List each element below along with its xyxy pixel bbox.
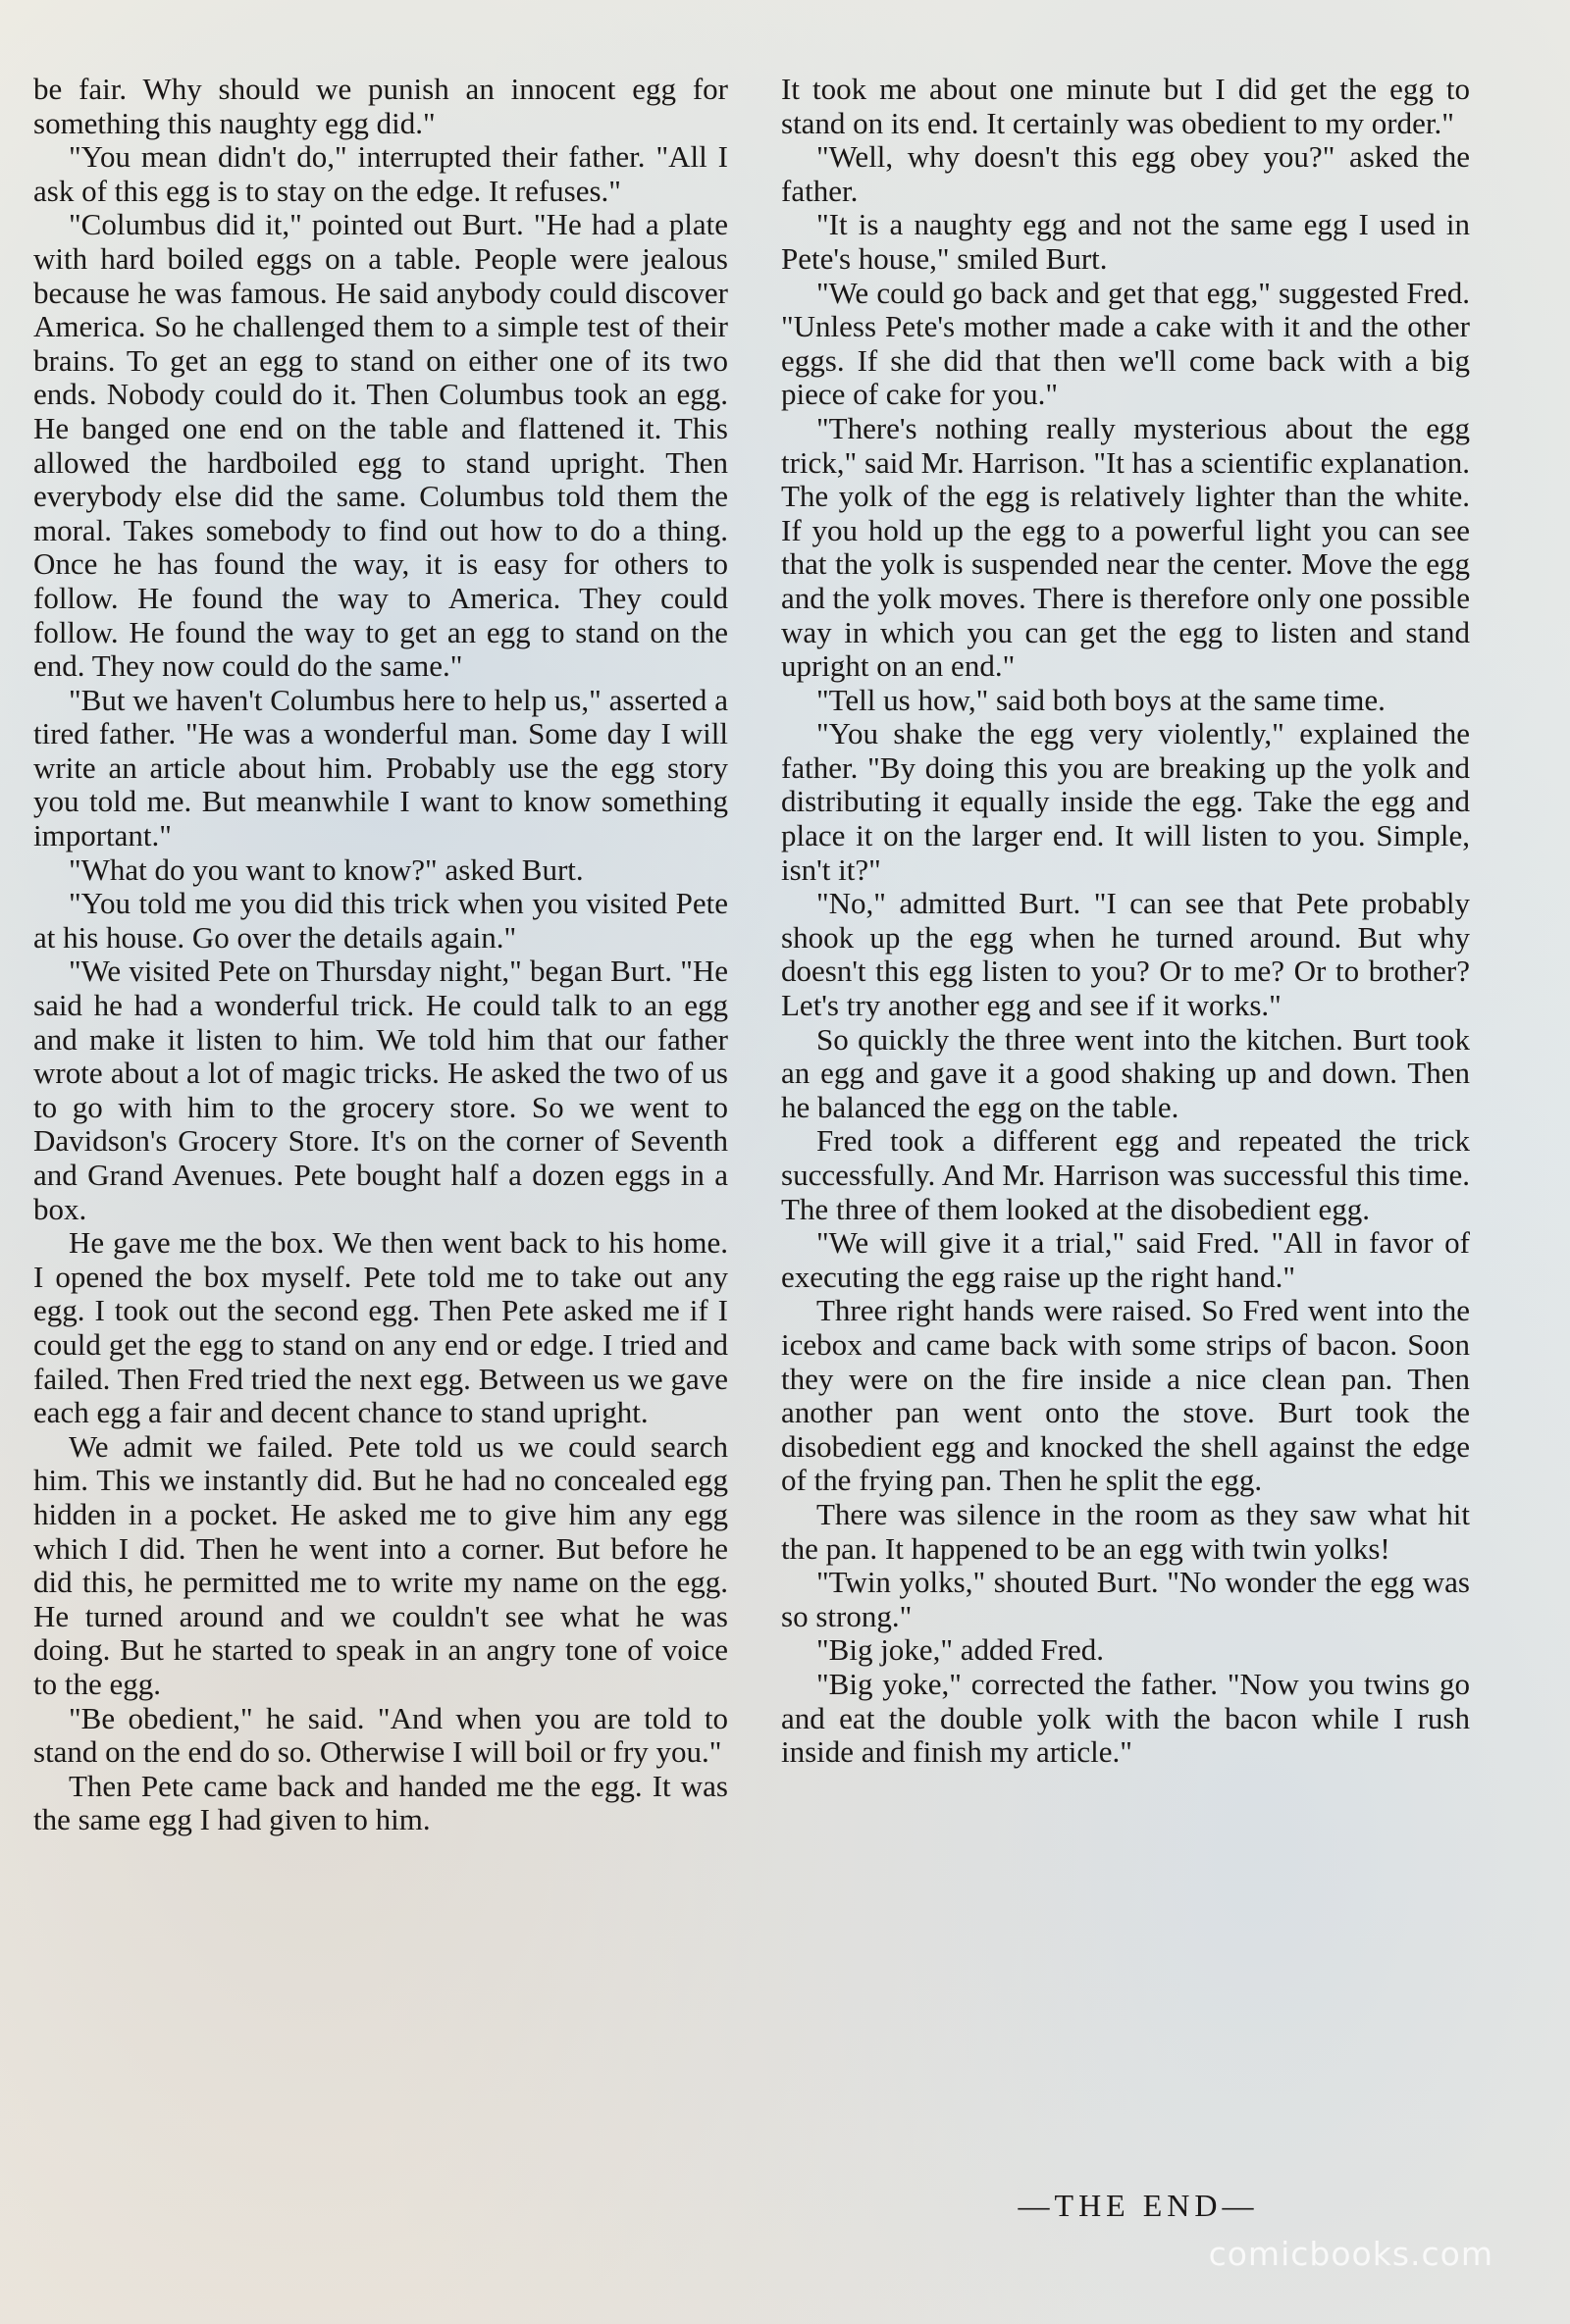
text-column-right — [781, 73, 1470, 1770]
paragraph: It took me about one minute but I did get the egg to stand on its end. It certainly was obedient to my order." — [781, 72, 1470, 140]
paragraph: He gave me the box. We then went back to his home. I opened the box myself. Pete told me to take out any egg. I took out the second egg. Then Pete asked me if I could get the egg to stand on any end or edge. I tried and failed. Then Fred tried the next egg. Between us we gave each egg a fair and decent chance to stand upright. — [33, 1225, 728, 1430]
paragraph: Three right hands were raised. So Fred went into the icebox and came back with some strips of bacon. Soon they were on the fire inside a nice clean pan. Then another pan went onto the stove. Burt took the disobedient egg and knocked the shell against the edge of the frying pan. Then he split the egg. — [781, 1293, 1470, 1498]
paragraph: We admit we failed. Pete told us we could search him. This we instantly did. But he had no concealed egg hidden in a pocket. He asked me to give him any egg which I did. Then he went into a corner. But before he did this, he permitted me to write my name on the egg. He turned around and we couldn't see what he was doing. But he started to speak in an angry tone of voice to the egg. — [33, 1428, 728, 1701]
text-column-left — [33, 73, 728, 1837]
paragraph: "Big yoke," corrected the father. "Now you twins go and eat the double yolk with the bacon while I rush inside and finish my article." — [781, 1666, 1470, 1770]
paragraph: be fair. Why should we punish an innocent egg for something this naughty egg did." — [33, 72, 728, 140]
paragraph: "It is a naughty egg and not the same egg I used in Pete's house," smiled Burt. — [781, 207, 1470, 276]
paragraph: "What do you want to know?" asked Burt. — [69, 852, 584, 887]
paragraph: "Be obedient," he said. "And when you are told to stand on the end do so. Otherwise I will boil or fry you." — [33, 1700, 728, 1770]
paragraph: "Columbus did it," pointed out Burt. "He had a plate with hard boiled eggs on a table. People were jealous because he was famous. He said anybody could discover America. So he challenged them to a simple test of their brains. To get an egg to stand on either one of its two ends. Nobody could do it. Then Columbus took an egg. He banged one end on the table and flattened it. This allowed the hardboiled egg to stand upright. Then everybody else did the same. Columbus told them the moral. Takes somebody to find out how to do a thing. Once he has found the way, it is easy for others to follow. He found the way to America. They could follow. He found the way to get an egg to stand on the end. They now could do the same." — [33, 207, 728, 684]
paragraph: "Well, why doesn't this egg obey you?" asked the father. — [781, 139, 1470, 208]
paragraph: Fred took a different egg and repeated the trick successfully. And Mr. Harrison was successful this time. The three of them looked at the disobedient egg. — [781, 1123, 1470, 1226]
paragraph: "You shake the egg very violently," explained the father. "By doing this you are breaking up the yolk and distributing it equally inside the egg. Take the egg and place it on the larger end. It will listen to you. Simple, isn't it?" — [781, 716, 1470, 887]
paragraph: "You mean didn't do," interrupted their father. "All I ask of this egg is to stay on the edge. It refuses." — [33, 139, 728, 208]
paragraph: "Big joke," added Fred. — [816, 1632, 1105, 1668]
paragraph: There was silence in the room as they saw what hit the pan. It happened to be an egg with twin yolks! — [781, 1496, 1470, 1566]
paragraph: "But we haven't Columbus here to help us," asserted a tired father. "He was a wonderful man. Some day I will write an article about him. Probably use the egg story you told me. But meanwhile I want to know something important." — [33, 682, 728, 853]
paragraph: "No," admitted Burt. "I can see that Pete probably shook up the egg when he turned around. But why doesn't this egg listen to you? Or to me? Or to brother? Let's try another egg and see if it works." — [781, 886, 1470, 1023]
bleed-through-title — [824, 0, 1256, 33]
paragraph: "We visited Pete on Thursday night," began Burt. "He said he had a wonderful trick. He could talk to an egg and make it listen to him. We told him that our father wrote about a lot of magic tricks. He asked the two of us to go with him to the grocery store. So we went to Davidson's Grocery Store. It's on the corner of Seventh and Grand Avenues. Pete bought half a dozen eggs in a box. — [33, 954, 728, 1226]
watermark: comicbooks.com — [1208, 2235, 1493, 2273]
paragraph: "There's nothing really mysterious about the egg trick," said Mr. Harrison. "It has a scientific explanation. The yolk of the egg is relatively lighter than the white. If you hold up the egg to a powerful light you can see that the yolk is suspended near the center. Move the egg and the yolk moves. There is therefore only one possible way in which you can get the egg to listen and stand upright on an end." — [781, 410, 1470, 684]
paragraph: "Tell us how," said both boys at the same time. — [816, 682, 1386, 717]
paragraph: "Twin yolks," shouted Burt. "No wonder the egg was so strong." — [781, 1565, 1470, 1633]
paragraph: "We will give it a trial," said Fred. "All in favor of executing the egg raise up the right hand." — [781, 1225, 1470, 1294]
the-end-marker: —THE END— — [1018, 2188, 1259, 2223]
paragraph: "We could go back and get that egg," suggested Fred. "Unless Pete's mother made a cake with it and the other eggs. If she did that then we'll come back with a big piece of cake for you." — [781, 275, 1470, 412]
paragraph: So quickly the three went into the kitchen. Burt took an egg and gave it a good shaking up and down. Then he balanced the egg on the table. — [781, 1021, 1470, 1124]
paragraph: "You told me you did this trick when you visited Pete at his house. Go over the details again." — [33, 886, 728, 955]
paragraph: Then Pete came back and handed me the egg. It was the same egg I had given to him. — [33, 1768, 728, 1837]
